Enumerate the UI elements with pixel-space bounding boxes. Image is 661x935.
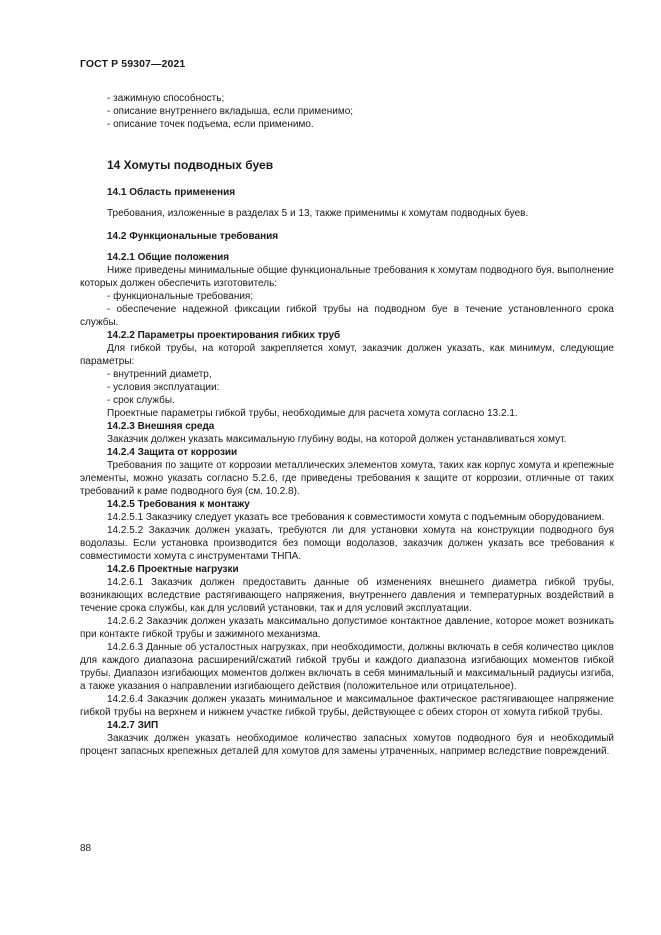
list-item: - внутренний диаметр, [107,369,212,380]
list-item: - функциональные требования; [107,291,254,302]
list-item: - зажимную способность; [107,93,225,104]
standard-header: ГОСТ Р 59307—2021 [80,58,186,70]
paragraph: 14.2.6.1 Заказчик должен предоставить данные об изменениях внешнего диаметра гибкой трубы, возникающих вследствие растягивающего напряжения, внутреннего давления и температурных воздействий в течение срока службы, как для условий установки, так и для условий эксплуатации. [80,577,614,614]
paragraph: Ниже приведены минимальные общие функциональные требования к хомутам подводного буя, выполнение которых должен обеспечить изготовитель: [80,265,614,289]
page-number: 88 [80,843,92,854]
paragraph: 14.2.5.1 Заказчику следует указать все требования к совместимости хомута с подъемным оборудованием. [107,512,605,523]
paragraph: Заказчик должен указать необходимое количество запасных хомутов подводного буя и необходимый процент запасных крепежных деталей для хомутов для замены утраченных, например вследствие повреждений. [80,733,614,757]
section-heading: 14.2.5 Требования к монтажу [107,499,250,510]
section-heading: 14.2.3 Внешняя среда [107,421,215,432]
paragraph: 14.2.6.2 Заказчик должен указать максимально допустимое контактное давление, которое может возникать при контакте гибкой трубы и зажимного механизма. [80,616,614,640]
section-heading: 14.2.2 Параметры проектирования гибких труб [107,330,341,341]
paragraph: Требования по защите от коррозии металлических элементов хомута, таких как корпус хомута и крепежные элементы, можно указать согласно 5.2.6, где приведены требования к защите от коррозии, отличные от таких требований к раме подводного буя (см. 10.2.8). [80,460,614,497]
paragraph: Для гибкой трубы, на которой закрепляется хомут, заказчик должен указать, как минимум, следующие параметры: [80,343,614,367]
section-heading: 14 Хомуты подводных буев [107,158,274,172]
list-item: - срок службы. [107,395,175,406]
paragraph: Требования, изложенные в разделах 5 и 13, также применимы к хомутам подводных буев. [107,208,529,219]
section-heading: 14.2.6 Проектные нагрузки [107,564,239,575]
document-body [80,92,614,758]
paragraph: - обеспечение надежной фиксации гибкой трубы на подводном буе в течение установленного срока службы. [80,304,614,328]
paragraph: Заказчик должен указать максимальную глубину воды, на которой должен устанавливаться хомут. [107,434,567,445]
section-heading: 14.1 Область применения [107,187,236,198]
list-item: - описание внутреннего вкладыша, если применимо; [107,106,354,117]
section-heading: 14.2.7 ЗИП [107,720,159,731]
section-heading: 14.2.4 Защита от коррозии [107,447,238,458]
list-item: - условия эксплуатации: [107,382,220,393]
paragraph: 14.2.6.3 Данные об усталостных нагрузках, при необходимости, должны включать в себя количество циклов для каждого диапазона расширений/сжатий гибкой трубы и каждого диапазона изгибающих моментов гибкой трубы. Диапазон изгибающих моментов должен включать в себя минимальный и максимальный радиусы изгиба, а также указания о направлении изгибающего действия (положительное или отрицательное). [80,642,614,692]
paragraph: 14.2.5.2 Заказчик должен указать, требуются ли для установки хомута на конструкции подводного буя водолазы. Если установка производится без помощи водолазов, заказчик должен указать все требования к совместимости хомута с инструментами ТНПА. [80,525,614,562]
section-heading: 14.2 Функциональные требования [107,231,279,242]
paragraph: Проектные параметры гибкой трубы, необходимые для расчета хомута согласно 13.2.1. [107,408,518,419]
section-heading: 14.2.1 Общие положения [107,252,230,263]
paragraph: 14.2.6.4 Заказчик должен указать минимальное и максимальное фактическое растягивающее напряжение гибкой трубы на верхнем и нижнем участке гибкой трубы, действующее с обеих сторон от хомута гибкой трубы. [80,694,614,718]
list-item: - описание точек подъема, если применимо. [107,119,314,130]
